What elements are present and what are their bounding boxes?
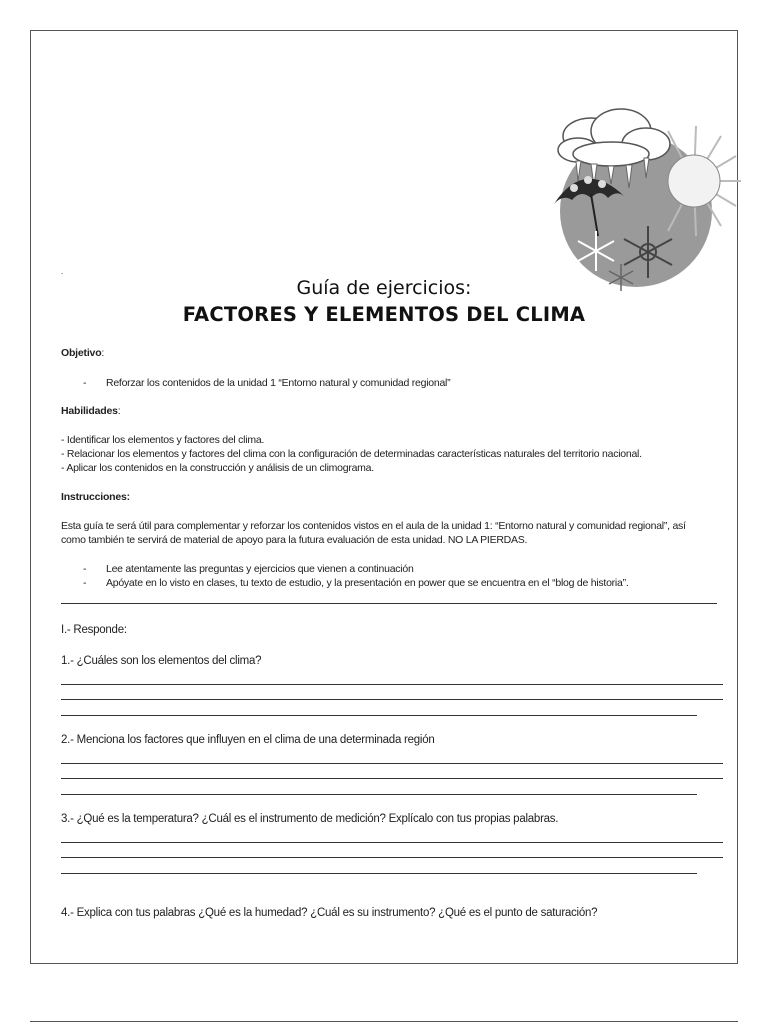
- next-page-edge: [30, 1021, 738, 1022]
- habilidades-item: - Relacionar los elementos y factores del clima con la configuración de determinadas características naturales del territorio nacional.: [61, 448, 642, 460]
- instrucciones-item: Apóyate en lo visto en clases, tu texto de estudio, y la presentación en power que se encuentra en el “blog de historia”.: [106, 577, 629, 589]
- habilidades-item: - Identificar los elementos y factores del clima.: [61, 434, 265, 446]
- objetivo-heading: Objetivo:: [61, 347, 105, 359]
- title-line-1: Guía de ejercicios:: [296, 277, 472, 299]
- habilidades-item: - Aplicar los contenidos en la construcción y análisis de un climograma.: [61, 462, 374, 474]
- question-4: 4.- Explica con tus palabras ¿Qué es la humedad? ¿Cuál es su instrumento? ¿Qué es el punto de saturación?: [61, 907, 598, 919]
- instrucciones-item: Lee atentamente las preguntas y ejercicios que vienen a continuación: [106, 563, 414, 575]
- question-3: 3.- ¿Qué es la temperatura? ¿Cuál es el instrumento de medición? Explícalo con tus propias palabras.: [61, 813, 559, 825]
- bullet-dash: -: [83, 577, 87, 589]
- answer-line[interactable]: [61, 778, 723, 779]
- answer-line[interactable]: [61, 699, 723, 700]
- section-heading: I.- Responde:: [61, 624, 127, 636]
- answer-line[interactable]: [61, 684, 723, 685]
- question-1: 1.- ¿Cuáles son los elementos del clima?: [61, 655, 262, 667]
- weather-clipart-icon: [536, 86, 746, 296]
- answer-line[interactable]: [61, 763, 723, 764]
- title-line-2: FACTORES Y ELEMENTOS DEL CLIMA: [182, 303, 586, 326]
- bullet-dash: -: [83, 563, 87, 575]
- answer-line[interactable]: [61, 715, 697, 716]
- instrucciones-paragraph-line1: Esta guía te será útil para complementar y reforzar los contenidos vistos en el aula de la unidad 1: “Entorno natural y comunidad regional”, así: [61, 520, 686, 532]
- document-page: [30, 30, 738, 964]
- bullet-dash: -: [83, 377, 87, 389]
- sun-icon: [668, 155, 720, 207]
- answer-line[interactable]: [61, 873, 697, 874]
- cloud-icon: [558, 109, 670, 166]
- separator-line: [61, 603, 717, 604]
- instrucciones-heading: Instrucciones:: [61, 491, 130, 503]
- answer-line[interactable]: [61, 857, 723, 858]
- answer-line[interactable]: [61, 842, 723, 843]
- habilidades-heading: Habilidades:: [61, 405, 121, 417]
- answer-line[interactable]: [61, 794, 697, 795]
- objetivo-item: Reforzar los contenidos de la unidad 1 “Entorno natural y comunidad regional”: [106, 377, 451, 389]
- instrucciones-paragraph-line2: como también te servirá de material de apoyo para la futura evaluación de esta unidad. NO LA PIERDAS.: [61, 534, 528, 546]
- stray-dot: .: [61, 267, 64, 276]
- question-2: 2.- Menciona los factores que influyen en el clima de una determinada región: [61, 734, 435, 746]
